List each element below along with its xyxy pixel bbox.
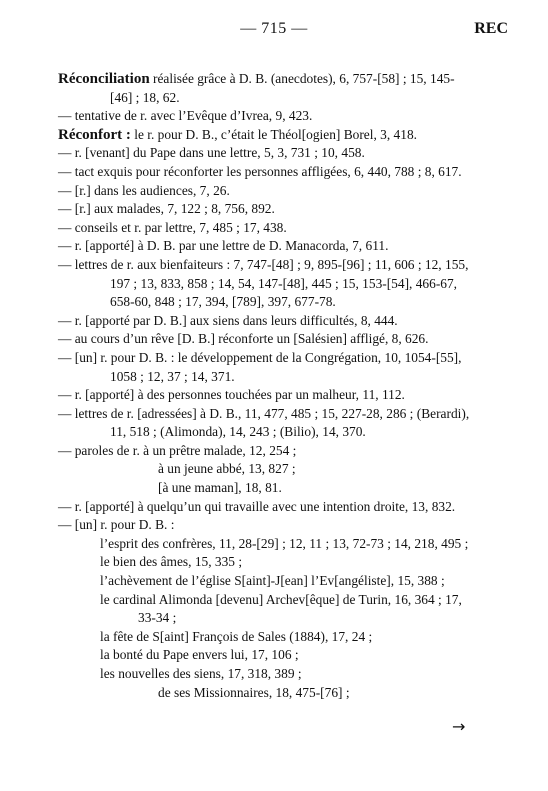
index-entry: — r. [apporté] à D. B. par une lettre de D. Manacorda, 7, 611.	[58, 238, 389, 254]
continue-arrow-icon: →	[452, 717, 466, 736]
index-entry: — lettres de r. [adressées] à D. B., 11, 477, 485 ; 15, 227-28, 286 ; (Berardi), 11, 518 ; (Alimonda), 14, 243 ; (Bilio), 14, 370.	[58, 405, 470, 440]
index-entry: — au cours d’un rêve [D. B.] réconforte un [Salésien] affligé, 8, 626.	[58, 331, 429, 347]
index-entry: — conseils et r. par lettre, 7, 485 ; 17, 438.	[58, 219, 287, 235]
index-entry: à un jeune abbé, 13, 827 ;	[158, 461, 296, 477]
index-headword-entry: Réconfort : le r. pour D. B., c’était le Théol[ogien] Borel, 3, 418.	[58, 126, 417, 143]
index-entries	[58, 70, 470, 702]
index-entry: le bien des âmes, 15, 335 ;	[100, 554, 243, 570]
page-number: — 715 —	[240, 20, 308, 37]
index-entry: la bonté du Pape envers lui, 17, 106 ;	[100, 647, 299, 663]
index-entry: — [r.] aux malades, 7, 122 ; 8, 756, 892.	[58, 201, 275, 217]
headword: Réconciliation	[58, 71, 150, 87]
index-entry: l’esprit des confrères, 11, 28-[29] ; 12, 11 ; 13, 72-73 ; 14, 218, 495 ;	[100, 535, 469, 551]
index-entry: — tact exquis pour réconforter les personnes affligées, 6, 440, 788 ; 8, 617.	[58, 163, 462, 179]
headword: Réconfort :	[58, 126, 131, 143]
index-entry: de ses Missionnaires, 18, 475-[76] ;	[158, 684, 350, 700]
index-entry: le cardinal Alimonda [devenu] Archev[êque] de Turin, 16, 364 ; 17, 33-34 ;	[100, 591, 462, 626]
index-headword-entry: Réconciliation réalisée grâce à D. B. (anecdotes), 6, 757-[58] ; 15, 145-[46] ; 18, 62.	[58, 71, 455, 105]
index-entry: — r. [apporté] à des personnes touchées par un malheur, 11, 112.	[58, 387, 405, 403]
index-entry: la fête de S[aint] François de Sales (1884), 17, 24 ;	[100, 628, 373, 644]
index-entry: — [un] r. pour D. B. :	[58, 517, 175, 533]
running-head: REC	[474, 20, 508, 37]
index-entry: — r. [venant] du Pape dans une lettre, 5, 3, 731 ; 10, 458.	[58, 145, 365, 161]
index-entry: — paroles de r. à un prêtre malade, 12, 254 ;	[58, 442, 297, 458]
index-entry: — lettres de r. aux bienfaiteurs : 7, 747-[48] ; 9, 895-[96] ; 11, 606 ; 12, 155, 197 ; 13, 833, 858 ; 14, 54, 147-[48], 445 ; 15, 153-[54], 466-67, 658-60, 848 ; 17, 394, [789], 397, 677-78.	[58, 256, 469, 310]
index-entry: — tentative de r. avec l’Evêque d’Ivrea, 9, 423.	[58, 108, 313, 124]
index-entry: l’achèvement de l’église S[aint]-J[ean] l’Ev[angéliste], 15, 388 ;	[100, 573, 445, 589]
index-entry: — [un] r. pour D. B. : le développement de la Congrégation, 10, 1054-[55], 1058 ; 12, 37 ; 14, 371.	[58, 349, 462, 384]
index-entry: les nouvelles des siens, 17, 318, 389 ;	[100, 666, 302, 681]
index-entry: [à une maman], 18, 81.	[158, 480, 282, 496]
index-entry: — [r.] dans les audiences, 7, 26.	[58, 182, 230, 198]
index-entry: — r. [apporté] à quelqu’un qui travaille avec une intention droite, 13, 832.	[58, 498, 456, 514]
index-entry: — r. [apporté par D. B.] aux siens dans leurs difficultés, 8, 444.	[58, 312, 398, 328]
